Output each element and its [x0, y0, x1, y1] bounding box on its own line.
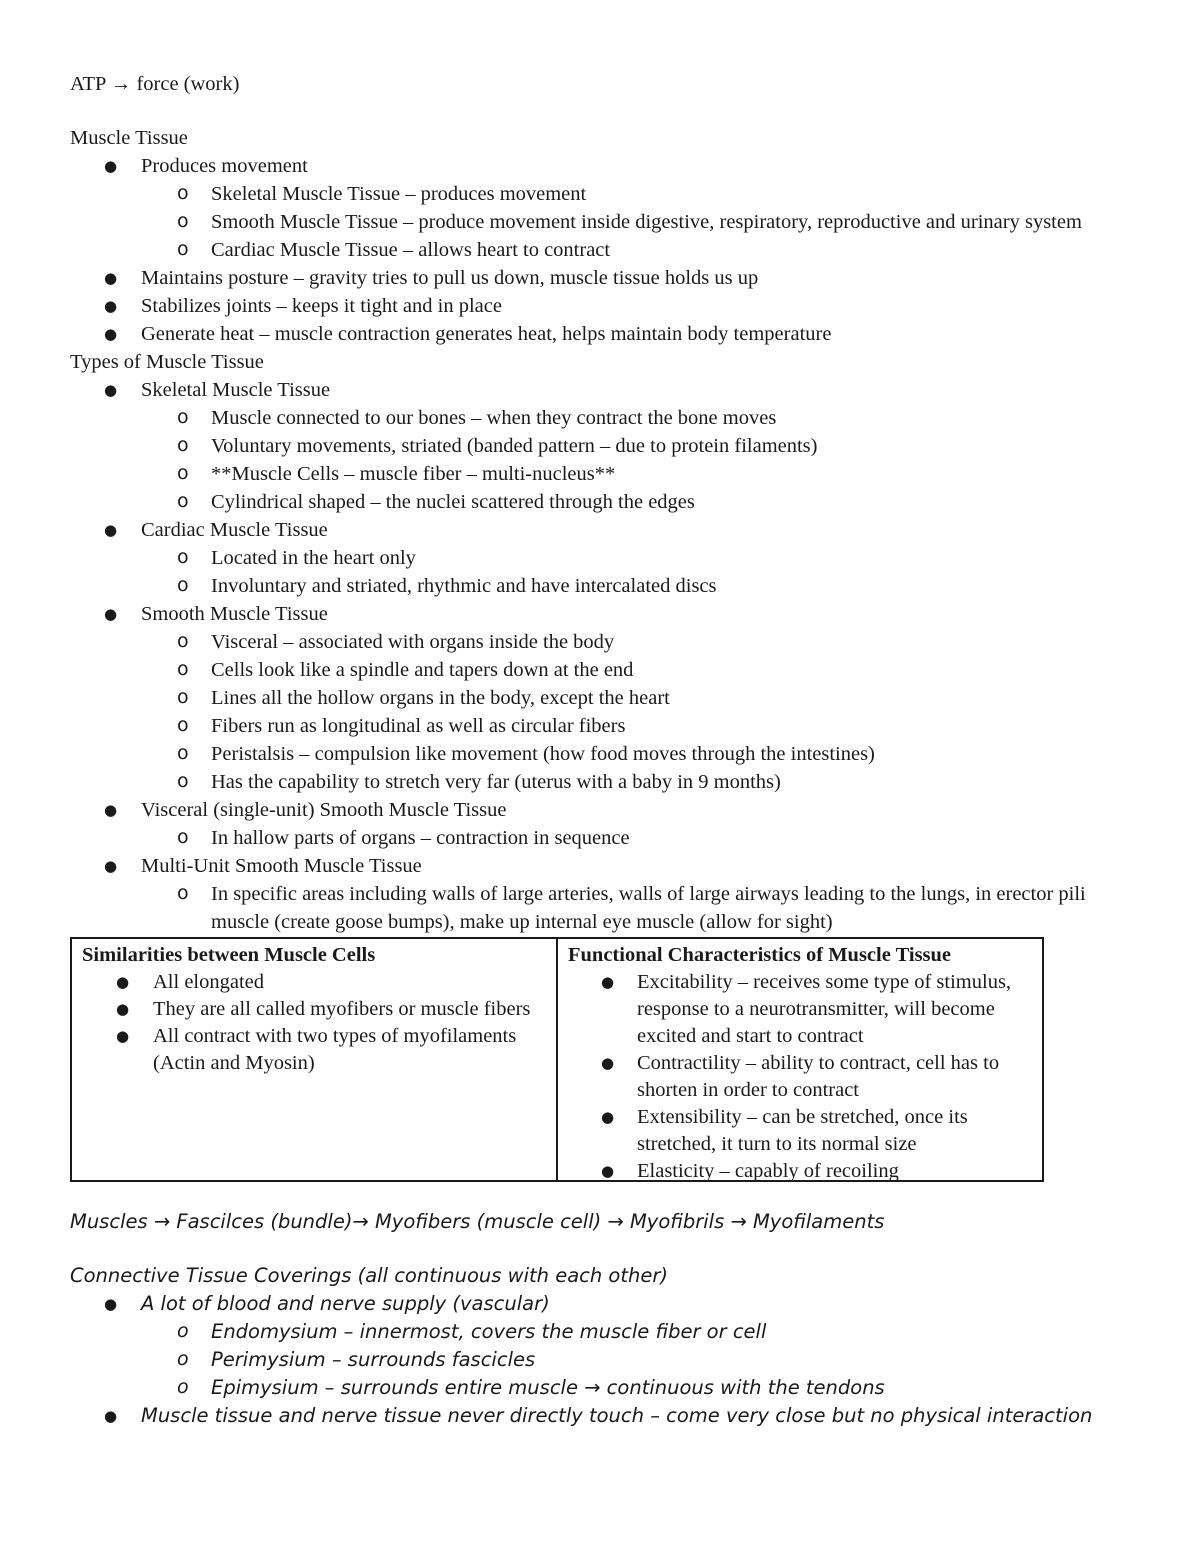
- list-item-text: Smooth Muscle Tissue: [141, 603, 328, 625]
- circle-bullet-icon: o: [177, 1348, 189, 1370]
- sub-list-item: [70, 236, 1140, 264]
- list-item-text: Muscle tissue and nerve tissue never directly touch – come very close but no physical interaction: [141, 1404, 1093, 1427]
- sub-list-item: [70, 544, 1140, 572]
- list-item: [70, 376, 1140, 404]
- sub-list-item: [70, 208, 1140, 236]
- sub-list-item-text: Visceral – associated with organs inside the body: [211, 631, 615, 653]
- list-item: [70, 852, 1140, 880]
- circle-bullet-icon: o: [177, 1376, 189, 1398]
- sub-list-item: [70, 1318, 1140, 1346]
- sub-list-item-text: Skeletal Muscle Tissue – produces movement: [211, 183, 587, 205]
- table-list-item-text: They are all called myofibers or muscle fibers: [153, 998, 531, 1020]
- sub-list-item: [70, 712, 1140, 740]
- muscle-tissue-list: [70, 152, 1140, 348]
- characteristics-cell: [558, 939, 1042, 1180]
- sub-list-item: [70, 740, 1140, 768]
- bullet-icon: ●: [104, 1407, 118, 1425]
- bullet-icon: ●: [104, 1295, 118, 1313]
- sub-list-item-text: Endomysium – innermost, covers the muscle fiber or cell: [211, 1320, 767, 1343]
- bullet-icon: ●: [601, 1108, 615, 1126]
- sub-list-item: [70, 880, 1140, 936]
- bullet-icon: ●: [104, 157, 118, 175]
- list-item: [70, 600, 1140, 628]
- sub-list-item-text: Smooth Muscle Tissue – produce movement inside digestive, respiratory, reproductive and urinary system: [211, 211, 1082, 233]
- bullet-icon: ●: [104, 605, 118, 623]
- table-list-item: [568, 1104, 1032, 1158]
- list-item-text: Skeletal Muscle Tissue: [141, 379, 331, 401]
- sub-list-item: [70, 1374, 1140, 1402]
- sub-list-item: [70, 656, 1140, 684]
- circle-bullet-icon: o: [177, 434, 189, 456]
- bullet-icon: ●: [104, 857, 118, 875]
- table-list-item-text: Extensibility – can be stretched, once its stretched, it turn to its normal size: [637, 1106, 968, 1155]
- list-item-text: Cardiac Muscle Tissue: [141, 519, 328, 541]
- circle-bullet-icon: o: [177, 406, 189, 428]
- sub-list-item: [70, 488, 1140, 516]
- sub-list-item-text: Perimysium – surrounds fascicles: [211, 1348, 536, 1371]
- sub-list-item: [70, 180, 1140, 208]
- circle-bullet-icon: o: [177, 546, 189, 568]
- bullet-icon: ●: [116, 1027, 130, 1045]
- table-list-item-text: All contract with two types of myofilaments (Actin and Myosin): [153, 1025, 517, 1074]
- bullet-icon: ●: [104, 381, 118, 399]
- comparison-table: [70, 937, 1044, 1182]
- sub-list-item-text: Cylindrical shaped – the nuclei scattered through the edges: [211, 491, 695, 513]
- bullet-icon: ●: [104, 269, 118, 287]
- bullet-icon: ●: [104, 801, 118, 819]
- muscle-tissue-heading: Muscle Tissue: [70, 127, 188, 149]
- table-list-item: [82, 969, 546, 996]
- circle-bullet-icon: o: [177, 210, 189, 232]
- sub-list-item-text: Epimysium – surrounds entire muscle → continuous with the tendons: [211, 1376, 885, 1399]
- coverings-list: [70, 1290, 1140, 1430]
- bullet-icon: ●: [116, 973, 130, 991]
- circle-bullet-icon: o: [177, 742, 189, 764]
- sub-list-item: [70, 824, 1140, 852]
- list-item: [70, 1290, 1140, 1318]
- circle-bullet-icon: o: [177, 882, 189, 904]
- circle-bullet-icon: o: [177, 490, 189, 512]
- circle-bullet-icon: o: [177, 714, 189, 736]
- atp-line: ATP → force (work): [70, 73, 240, 95]
- table-list-item-text: Elasticity – capably of recoiling: [637, 1160, 899, 1182]
- bullet-icon: ●: [601, 973, 615, 991]
- circle-bullet-icon: o: [177, 658, 189, 680]
- sub-list-item: [70, 768, 1140, 796]
- coverings-heading: Connective Tissue Coverings (all continuous with each other): [70, 1264, 668, 1287]
- circle-bullet-icon: o: [177, 574, 189, 596]
- sub-list-item-text: Muscle connected to our bones – when they contract the bone moves: [211, 407, 777, 429]
- list-item: [70, 264, 1140, 292]
- sub-list-item: [70, 460, 1140, 488]
- sub-list-item-text: Cardiac Muscle Tissue – allows heart to contract: [211, 239, 611, 261]
- circle-bullet-icon: o: [177, 630, 189, 652]
- hierarchy-line: Muscles → Fascilces (bundle)→ Myofibers (muscle cell) → Myofibrils → Myofilaments: [70, 1210, 885, 1233]
- table-list-item: [568, 1050, 1032, 1104]
- characteristics-list: [568, 969, 1032, 1185]
- circle-bullet-icon: o: [177, 826, 189, 848]
- table-list-item: [82, 1023, 546, 1077]
- list-item-text: Produces movement: [141, 155, 308, 177]
- bullet-icon: ●: [104, 325, 118, 343]
- circle-bullet-icon: o: [177, 182, 189, 204]
- bullet-icon: ●: [104, 297, 118, 315]
- list-item-text: Stabilizes joints – keeps it tight and in place: [141, 295, 502, 317]
- bullet-icon: ●: [104, 521, 118, 539]
- types-list: [70, 376, 1140, 936]
- sub-list-item-text: Involuntary and striated, rhythmic and have intercalated discs: [211, 575, 717, 597]
- bullet-icon: ●: [601, 1162, 615, 1180]
- similarities-heading: Similarities between Muscle Cells: [82, 944, 376, 966]
- sub-list-item: [70, 404, 1140, 432]
- bullet-icon: ●: [116, 1000, 130, 1018]
- list-item-text: A lot of blood and nerve supply (vascular): [141, 1292, 550, 1315]
- sub-list-item-text: Peristalsis – compulsion like movement (how food moves through the intestines): [211, 743, 875, 765]
- list-item-text: Visceral (single-unit) Smooth Muscle Tissue: [141, 799, 507, 821]
- sub-list-item-text: Lines all the hollow organs in the body, except the heart: [211, 687, 670, 709]
- circle-bullet-icon: o: [177, 462, 189, 484]
- sub-list-item: [70, 628, 1140, 656]
- circle-bullet-icon: o: [177, 1320, 189, 1342]
- sub-list-item: [70, 432, 1140, 460]
- similarities-cell: [72, 939, 558, 1180]
- list-item-text: Maintains posture – gravity tries to pull us down, muscle tissue holds us up: [141, 267, 759, 289]
- list-item: [70, 320, 1140, 348]
- circle-bullet-icon: o: [177, 686, 189, 708]
- sub-list-item: [70, 1346, 1140, 1374]
- sub-list-item-text: Has the capability to stretch very far (uterus with a baby in 9 months): [211, 771, 781, 793]
- list-item: [70, 152, 1140, 180]
- bullet-icon: ●: [601, 1054, 615, 1072]
- sub-list-item-text: In hallow parts of organs – contraction in sequence: [211, 827, 630, 849]
- sub-list-item-text: In specific areas including walls of large arteries, walls of large airways leading to the lungs, in erector pili muscle (create goose bumps), make up internal eye muscle (allow for sight): [211, 883, 1086, 933]
- list-item: [70, 516, 1140, 544]
- sub-list-item-text: Fibers run as longitudinal as well as circular fibers: [211, 715, 626, 737]
- list-item-text: Generate heat – muscle contraction generates heat, helps maintain body temperature: [141, 323, 832, 345]
- table-list-item-text: Contractility – ability to contract, cell has to shorten in order to contract: [637, 1052, 1000, 1101]
- characteristics-heading: Functional Characteristics of Muscle Tissue: [568, 944, 952, 966]
- table-list-item: [568, 1158, 1032, 1185]
- table-list-item: [82, 996, 546, 1023]
- similarities-list: [82, 969, 546, 1077]
- sub-list-item-text: **Muscle Cells – muscle fiber – multi-nucleus**: [211, 463, 616, 485]
- sub-list-item-text: Voluntary movements, striated (banded pattern – due to protein filaments): [211, 435, 818, 457]
- list-item: [70, 1402, 1140, 1430]
- table-list-item-text: All elongated: [153, 971, 265, 993]
- circle-bullet-icon: o: [177, 238, 189, 260]
- types-heading: Types of Muscle Tissue: [70, 351, 264, 373]
- list-item-text: Multi-Unit Smooth Muscle Tissue: [141, 855, 422, 877]
- table-list-item-text: Excitability – receives some type of stimulus, response to a neurotransmitter, will become excited and start to contract: [637, 971, 1012, 1047]
- list-item: [70, 292, 1140, 320]
- sub-list-item-text: Located in the heart only: [211, 547, 416, 569]
- sub-list-item: [70, 684, 1140, 712]
- sub-list-item-text: Cells look like a spindle and tapers down at the end: [211, 659, 634, 681]
- circle-bullet-icon: o: [177, 770, 189, 792]
- table-list-item: [568, 969, 1032, 1050]
- list-item: [70, 796, 1140, 824]
- sub-list-item: [70, 572, 1140, 600]
